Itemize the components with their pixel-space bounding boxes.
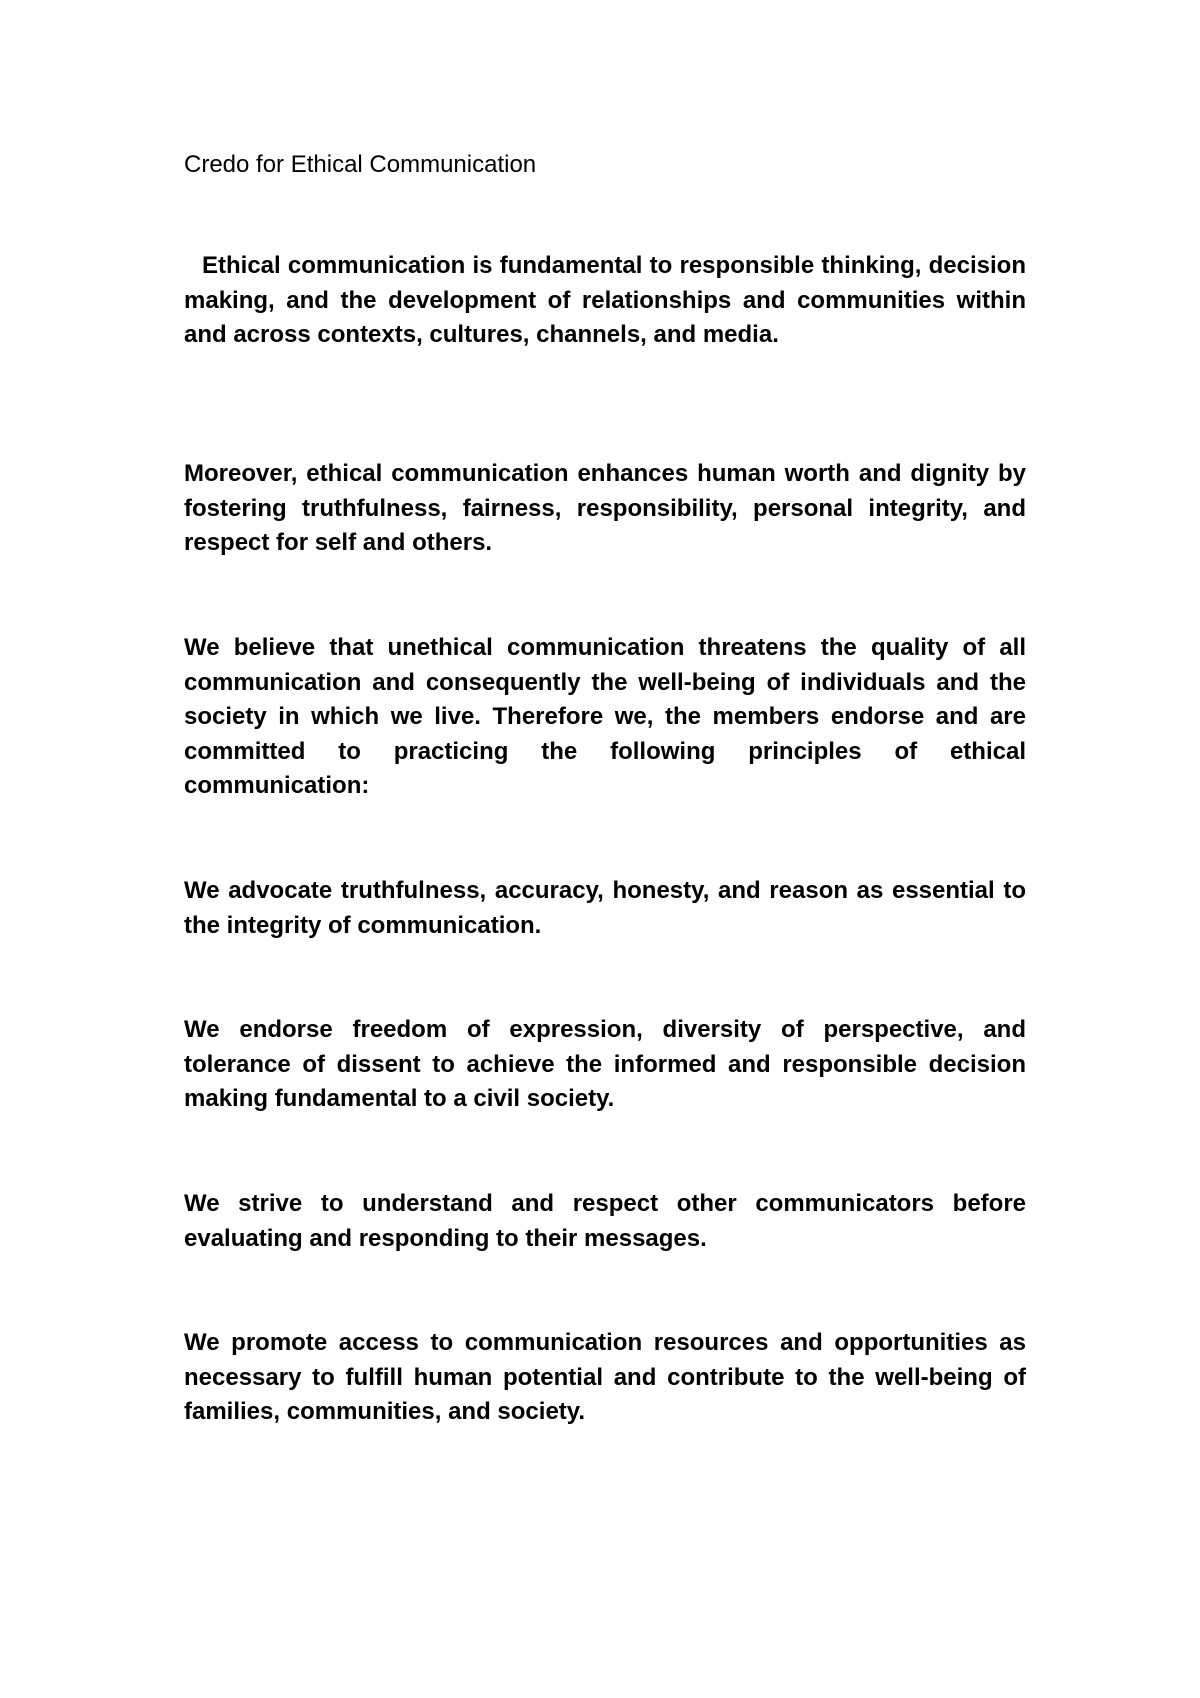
paragraph-belief: We believe that unethical communication threatens the quality of all communication and consequently the well-being of individuals and the society in which we live. Therefore we, the members endorse and are committed to practicing the following principles of ethical communication: xyxy=(184,634,1026,799)
paragraph-principle-access: We promote access to communication resources and opportunities as necessary to fulfill human potential and contribute to the well-being of families, communities, and society. xyxy=(184,1329,1026,1425)
paragraph-intro: Ethical communication is fundamental to responsible thinking, decision making, and the development of relationships and communities within and across contexts, cultures, channels, and media. xyxy=(184,252,1026,348)
paragraph-human-worth: Moreover, ethical communication enhances human worth and dignity by fostering truthfulness, fairness, responsibility, personal integrity, and respect for self and others. xyxy=(184,460,1026,556)
paragraph-principle-truthfulness: We advocate truthfulness, accuracy, honesty, and reason as essential to the integrity of communication. xyxy=(184,877,1026,939)
paragraph-principle-freedom: We endorse freedom of expression, diversity of perspective, and tolerance of dissent to achieve the informed and responsible decision making fundamental to a civil society. xyxy=(184,1016,1026,1112)
document-title: Credo for Ethical Communication xyxy=(184,151,537,178)
paragraph-principle-understanding: We strive to understand and respect other communicators before evaluating and responding to their messages. xyxy=(184,1190,1026,1252)
